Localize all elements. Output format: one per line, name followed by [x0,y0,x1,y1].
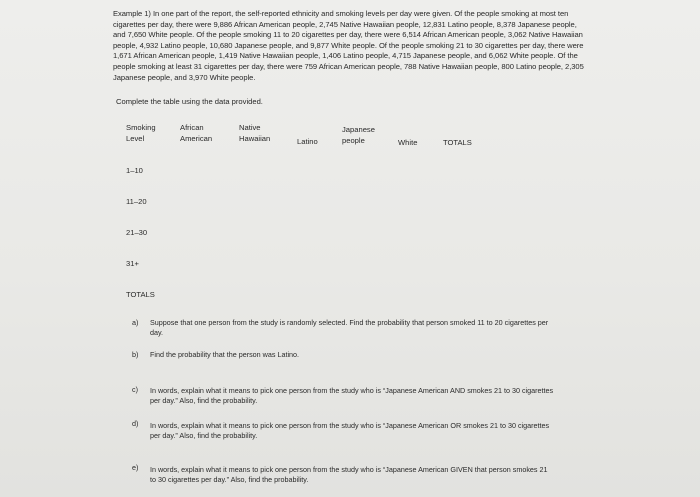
header-native-hawaiian [239,123,270,144]
row-label-totals: TOTALS [126,290,155,299]
header-smoking-level-line2: Level [126,133,145,143]
table-instruction: Complete the table using the data provided. [116,97,263,106]
question-d-letter: d) [132,419,139,428]
question-a-text: Suppose that one person from the study is randomly selected. Find the probability that person smoked 11 to 20 cigarettes per day. [150,318,549,337]
row-label-1-10: 1–10 [126,166,143,175]
header-african-american-line2: American [180,133,213,143]
question-e-text: In words, explain what it means to pick one person from the study who is “Japanese American GIVEN that person smokes 21 to 30 cigarettes per day.” Also, find the probability. [150,465,548,484]
question-e-letter: e) [132,463,139,472]
header-native-hawaiian-line2: Hawaiian [239,133,271,143]
question-c-text: In words, explain what it means to pick one person from the study who is “Japanese American AND smokes 21 to 30 cigarettes per day.” Also, find the probability. [150,386,554,405]
header-japanese [342,125,375,146]
question-b-text: Find the probability that the person was Latino. [150,350,300,359]
header-white: White [398,138,418,147]
header-totals: TOTALS [443,138,472,147]
question-d-text: In words, explain what it means to pick one person from the study who is “Japanese American OR smokes 21 to 30 cigarettes per day.” Also, find the probability. [150,421,550,440]
header-smoking-level-line1: Smoking [126,123,156,132]
row-label-21-30: 21–30 [126,228,148,237]
header-japanese-line1: Japanese [342,125,375,134]
header-african-american-line1: African [180,123,204,132]
header-african-american [180,123,212,144]
question-c-letter: c) [132,385,138,394]
question-b-letter: b) [132,350,139,359]
problem-intro: Example 1) In one part of the report, the self-reported ethnicity and smoking levels per day were given. Of the people smoking at most ten cigarettes per day, there were 9,886 African American people, 2,745 Native Hawaiian people, 12,831 Latino people, 8,378 Japanese people, and 7,650 White people. Of the people smoking 11 to 20 cigarettes per day, there were 6,514 African American people, 3,062 Native Hawaiian people, 4,932 Latino people, 10,680 Japanese people, and 9,877 White people. Of the people smoking 21 to 30 cigarettes per day, there were 1,671 African American people, 1,419 Native Hawaiian people, 1,406 Latino people, 4,715 Japanese people, and 6,062 White people. Of the people smoking at least 31 cigarettes per day, there were 759 African American people, 788 Native Hawaiian people, 800 Latino people, 2,305 Japanese people, and 3,970 White people. [113,9,584,82]
row-label-11-20: 11–20 [126,197,147,206]
row-label-31-plus: 31+ [126,259,139,268]
header-latino: Latino [297,137,318,146]
header-native-hawaiian-line1: Native [239,123,261,132]
header-japanese-line2: people [342,135,365,145]
question-a-letter: a) [132,318,139,327]
header-smoking-level [126,123,156,144]
